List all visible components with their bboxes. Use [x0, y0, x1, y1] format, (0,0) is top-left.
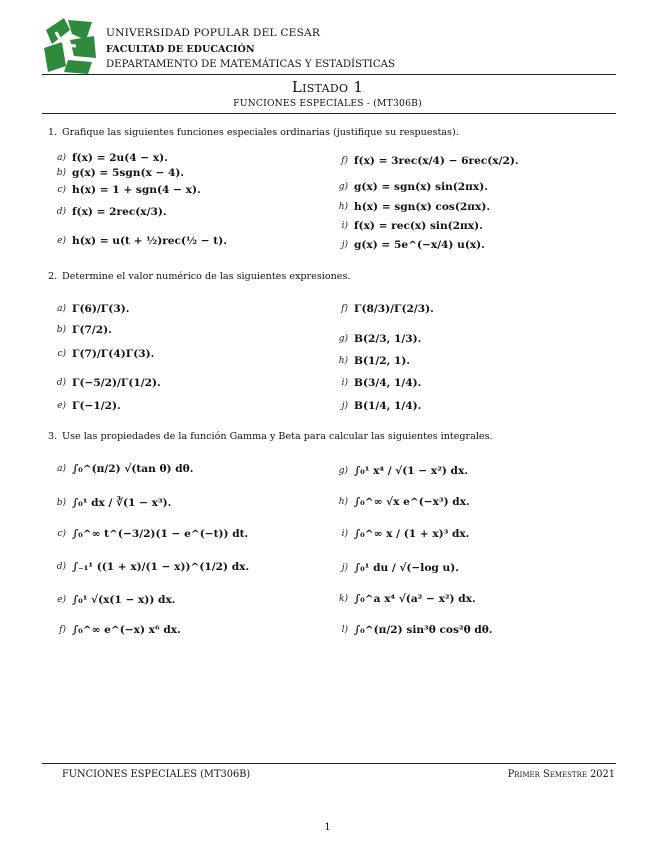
q2-item-g	[334, 333, 421, 345]
q3-item-e	[52, 594, 175, 606]
item-expression: ∫₀^∞ √x e^(−x³) dx.	[354, 496, 470, 508]
item-label: a)	[57, 464, 66, 474]
item-expression: g(x) = 5sgn(x − 4).	[72, 167, 185, 179]
item-expression: ∫₀^∞ t^(−3/2)(1 − e^(−t)) dt.	[72, 528, 249, 540]
item-expression: ∫₀^(π/2) √(tan θ) dθ.	[72, 463, 194, 475]
q2-item-j	[334, 400, 421, 412]
footer-course: FUNCIONES ESPECIALES (MT306B)	[62, 769, 251, 780]
item-expression: ∫₀^∞ x / (1 + x)³ dx.	[354, 528, 470, 540]
item-expression: f(x) = 2rec(x/3).	[72, 206, 167, 218]
item-label: a)	[57, 153, 66, 163]
item-expression: ∫₀^(π/2) sin³θ cos²θ dθ.	[354, 624, 493, 636]
item-label: i)	[341, 221, 348, 231]
faculty-name: FACULTAD DE EDUCACIÓN	[106, 44, 255, 55]
item-expression: Γ(6)/Γ(3).	[72, 303, 130, 315]
q1-item-h	[334, 201, 490, 213]
page-number: 1	[324, 822, 331, 833]
q2-item-f	[334, 303, 434, 315]
item-label: e)	[57, 595, 66, 605]
q1-item-g	[334, 181, 488, 193]
item-expression: g(x) = 5e^(−x/4) u(x).	[354, 239, 485, 251]
item-label: i)	[341, 529, 348, 539]
item-expression: f(x) = rec(x) sin(2πx).	[354, 220, 483, 232]
q3-item-l	[334, 624, 492, 636]
q2-item-d	[52, 377, 161, 389]
item-expression: ∫₀¹ dx / ∛(1 − x³).	[72, 497, 172, 509]
document-title: Listado 1	[291, 78, 364, 96]
item-expression: Γ(7/2).	[72, 324, 112, 336]
q3-item-i	[334, 528, 469, 540]
q3-item-c	[52, 528, 248, 540]
item-expression: ∫₀¹ √(x(1 − x)) dx.	[72, 594, 176, 606]
q1-item-a	[52, 152, 168, 164]
item-expression: ∫₋₁¹ ((1 + x)/(1 − x))^(1/2) dx.	[72, 561, 250, 573]
header-rule	[42, 74, 616, 75]
item-label: a)	[57, 304, 66, 314]
q2-item-b	[52, 324, 112, 336]
item-label: l)	[341, 625, 348, 635]
question-2-number: 2.	[48, 271, 58, 282]
question-1-number: 1.	[48, 127, 58, 138]
item-label: d)	[56, 378, 66, 388]
q3-item-h	[334, 496, 470, 508]
q2-item-c	[52, 348, 154, 360]
q2-item-h	[334, 355, 410, 367]
item-label: i)	[341, 378, 348, 388]
item-label: f)	[341, 156, 348, 166]
q1-item-f	[334, 155, 519, 167]
q2-item-i	[334, 377, 421, 389]
item-expression: B(3/4, 1/4).	[354, 377, 422, 389]
footer-semester: Primer Semestre 2021	[507, 769, 615, 780]
question-1-text: Grafique las siguientes funciones especiales ordinarias (justifique su respuestas).	[62, 127, 459, 138]
q3-item-f	[52, 624, 181, 636]
q1-item-i	[334, 220, 483, 232]
item-expression: B(2/3, 1/3).	[354, 333, 422, 345]
item-expression: ∫₀¹ x⁴ / √(1 − x²) dx.	[354, 465, 468, 477]
item-expression: h(x) = 1 + sgn(4 − x).	[72, 184, 201, 196]
item-label: j)	[341, 401, 348, 411]
item-label: d)	[56, 562, 66, 572]
title-rule	[42, 113, 616, 114]
item-expression: ∫₀¹ du / √(−log u).	[354, 562, 459, 574]
item-label: g)	[338, 334, 348, 344]
item-label: c)	[57, 185, 66, 195]
q3-item-a	[52, 463, 193, 475]
university-logo	[42, 16, 98, 76]
item-label: b)	[56, 168, 66, 178]
question-3-number: 3.	[48, 431, 58, 442]
item-expression: Γ(−5/2)/Γ(1/2).	[72, 377, 161, 389]
item-label: e)	[57, 236, 66, 246]
footer-rule	[42, 763, 616, 764]
item-label: k)	[339, 594, 348, 604]
q3-item-g	[334, 465, 468, 477]
item-label: b)	[56, 498, 66, 508]
q3-item-d	[52, 561, 249, 573]
item-label: b)	[56, 325, 66, 335]
item-label: f)	[59, 625, 66, 635]
q1-item-j	[334, 239, 485, 251]
department-name: DEPARTAMENTO DE MATEMÁTICAS Y ESTADÍSTICAS	[106, 59, 395, 70]
document-subtitle: FUNCIONES ESPECIALES - (MT306B)	[233, 98, 422, 109]
item-label: g)	[338, 466, 348, 476]
q1-item-e	[52, 235, 227, 247]
item-label: g)	[338, 182, 348, 192]
item-label: j)	[341, 563, 348, 573]
item-expression: B(1/2, 1).	[354, 355, 411, 367]
item-expression: B(1/4, 1/4).	[354, 400, 422, 412]
q1-item-d	[52, 206, 167, 218]
q3-item-j	[334, 562, 459, 574]
item-expression: h(x) = u(t + ½)rec(½ − t).	[72, 235, 227, 247]
item-label: c)	[57, 349, 66, 359]
question-2-text: Determine el valor numérico de las siguientes expresiones.	[62, 271, 351, 282]
q3-item-k	[334, 593, 476, 605]
q1-item-b	[52, 167, 184, 179]
item-expression: ∫₀^∞ e^(−x) x⁶ dx.	[72, 624, 181, 636]
item-label: j)	[341, 240, 348, 250]
question-3-text: Use las propiedades de la función Gamma y Beta para calcular las siguientes integrales.	[62, 431, 493, 442]
item-label: h)	[338, 202, 348, 212]
q2-item-a	[52, 303, 129, 315]
item-expression: g(x) = sgn(x) sin(2πx).	[354, 181, 488, 193]
item-label: c)	[57, 529, 66, 539]
q2-item-e	[52, 400, 121, 412]
item-expression: Γ(8/3)/Γ(2/3).	[354, 303, 434, 315]
item-label: d)	[56, 207, 66, 217]
item-expression: f(x) = 2u(4 − x).	[72, 152, 168, 164]
item-label: e)	[57, 401, 66, 411]
item-label: h)	[338, 356, 348, 366]
q3-item-b	[52, 497, 171, 509]
q1-item-c	[52, 184, 201, 196]
item-expression: ∫₀^a x⁴ √(a² − x²) dx.	[354, 593, 476, 605]
university-name: UNIVERSIDAD POPULAR DEL CESAR	[106, 27, 321, 39]
item-label: f)	[341, 304, 348, 314]
item-expression: Γ(7)/Γ(4)Γ(3).	[72, 348, 155, 360]
item-expression: h(x) = sgn(x) cos(2πx).	[354, 201, 491, 213]
item-expression: Γ(−1/2).	[72, 400, 121, 412]
item-expression: f(x) = 3rec(x/4) − 6rec(x/2).	[354, 155, 519, 167]
item-label: h)	[338, 497, 348, 507]
